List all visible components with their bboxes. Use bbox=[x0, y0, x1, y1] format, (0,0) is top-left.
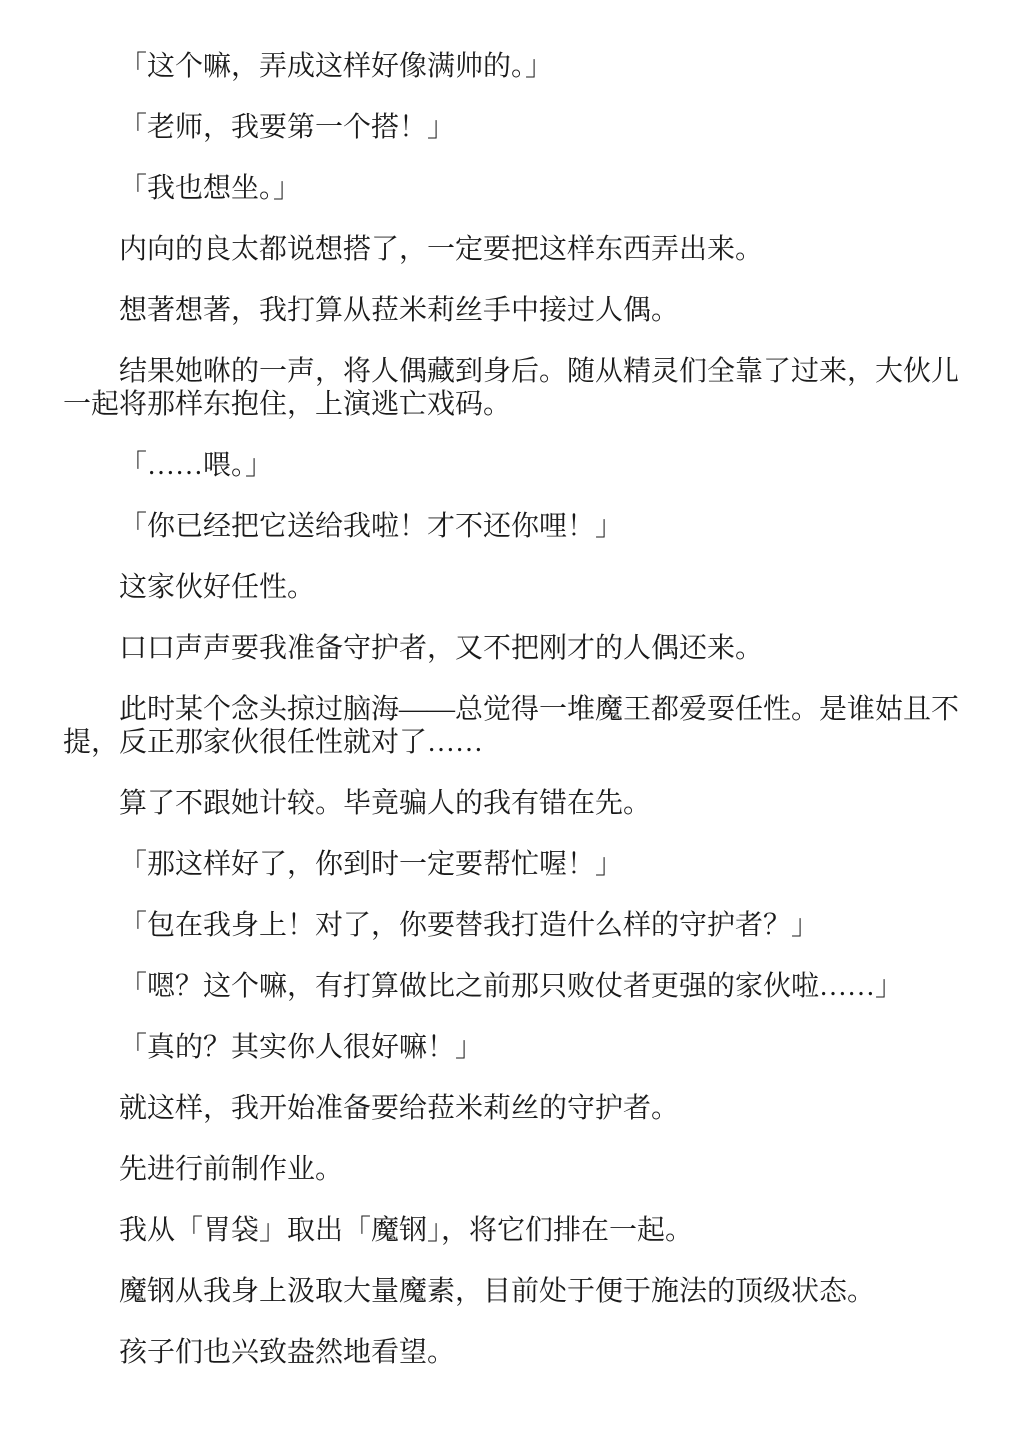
paragraph: 「真的？其实你人很好嘛！」 bbox=[119, 1032, 484, 1063]
paragraph: 「嗯？这个嘛，有打算做比之前那只败仗者更强的家伙啦……」 bbox=[119, 971, 904, 1002]
paragraph: 就这样，我开始准备要给菈米莉丝的守护者。 bbox=[119, 1093, 680, 1124]
paragraph: 「老师，我要第一个搭！」 bbox=[119, 112, 456, 143]
paragraph: 内向的良太都说想搭了，一定要把这样东西弄出来。 bbox=[119, 234, 764, 265]
paragraph: 「我也想坐。」 bbox=[119, 173, 302, 204]
paragraph: 「你已经把它送给我啦！才不还你哩！」 bbox=[119, 511, 624, 542]
paragraph: 「这个嘛，弄成这样好像满帅的。」 bbox=[119, 51, 554, 82]
paragraph: 结果她咻的一声，将人偶藏到身后。随从精灵们全靠了过来，大伙儿一起将那样东抱住，上演逃亡戏码。 bbox=[63, 356, 960, 420]
paragraph: 此时某个念头掠过脑海——总觉得一堆魔王都爱耍任性。是谁姑且不提，反正那家伙很任性就对了…… bbox=[63, 694, 960, 758]
paragraph: 口口声声要我准备守护者，又不把刚才的人偶还来。 bbox=[119, 633, 764, 664]
paragraph: 先进行前制作业。 bbox=[119, 1154, 344, 1185]
paragraph: 「……喂。」 bbox=[119, 450, 274, 481]
paragraph: 算了不跟她计较。毕竟骗人的我有错在先。 bbox=[119, 788, 652, 819]
paragraph: 想著想著，我打算从菈米莉丝手中接过人偶。 bbox=[119, 295, 680, 326]
paragraph: 「那这样好了，你到时一定要帮忙喔！」 bbox=[119, 849, 624, 880]
paragraph: 这家伙好任性。 bbox=[119, 572, 316, 603]
paragraph: 我从「胃袋」取出「魔钢」，将它们排在一起。 bbox=[119, 1215, 694, 1246]
paragraph: 孩子们也兴致盎然地看望。 bbox=[119, 1337, 456, 1368]
paragraph: 「包在我身上！对了，你要替我打造什么样的守护者？」 bbox=[119, 910, 820, 941]
paragraph: 魔钢从我身上汲取大量魔素，目前处于便于施法的顶级状态。 bbox=[119, 1276, 876, 1307]
